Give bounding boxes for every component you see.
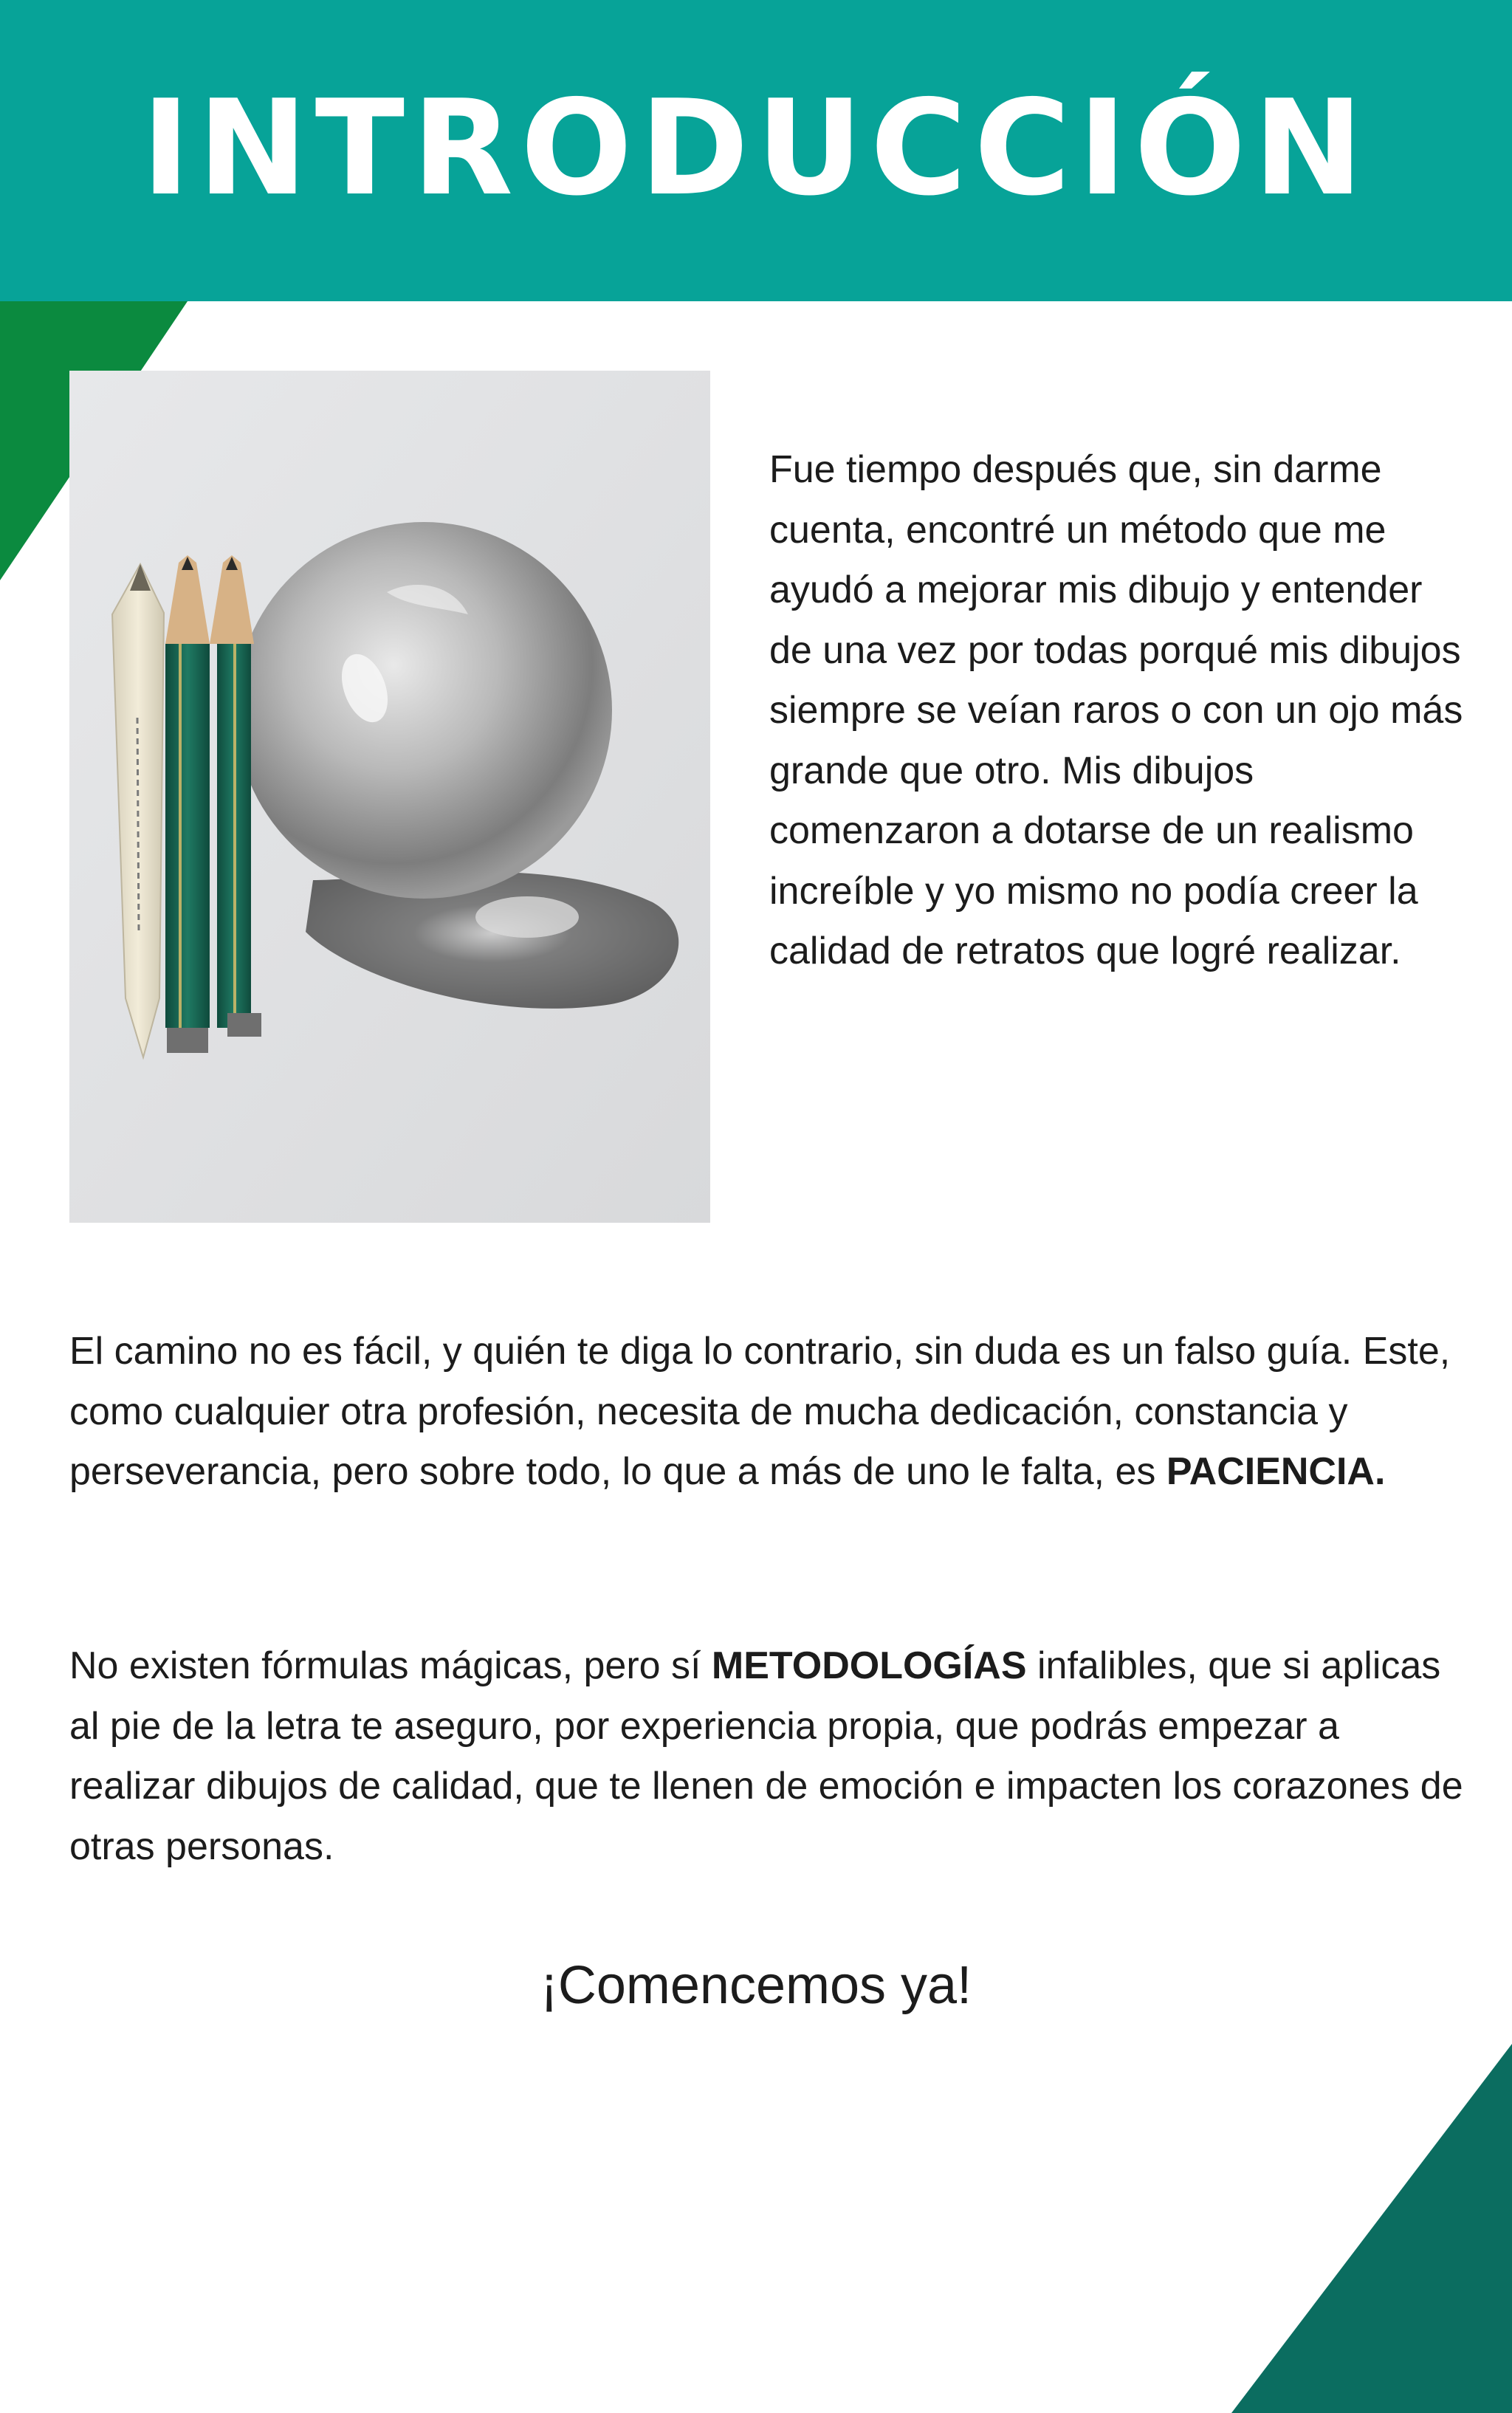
pencils-and-sphere-photo xyxy=(69,371,710,1223)
page-title: INTRODUCCIÓN xyxy=(141,71,1371,224)
bottom-right-corner-triangle xyxy=(1231,2044,1512,2413)
body-paragraph-2-start: No existen fórmulas mágicas, pero sí xyxy=(69,1644,712,1687)
paciencia-emphasis: PACIENCIA. xyxy=(1166,1450,1386,1493)
body-paragraph-1-text: El camino no es fácil, y quién te diga lo contrario, sin duda es un falso guía. Este, como cualquier otra profesión, necesita de mucha dedicación, constancia y perseverancia, pero sobre todo, lo que a más de uno le falta, es xyxy=(69,1330,1451,1493)
intro-side-paragraph: Fue tiempo después que, sin darme cuenta, encontré un método que me ayudó a mejorar mis dibujo y entender de una vez por todas porqué mis dibujos siempre se veían raros o con un ojo más grande que otro. Mis dibujos comenzaron a dotarse de un realismo increíble y yo mismo no podía creer la calidad de retratos que logré realizar. xyxy=(769,448,1463,972)
body-paragraph-1 xyxy=(69,1322,1472,1503)
body-paragraph-2-end: infalibles, que si aplicas al pie de la letra te aseguro, por experiencia propia, que podrás empezar a realizar dibujos de calidad, que te llenen de emoción e impacten los corazones de otras personas. xyxy=(69,1644,1463,1868)
metodologias-emphasis: METODOLOGÍAS xyxy=(711,1644,1027,1687)
body-paragraph-2 xyxy=(69,1636,1472,1877)
closing-line: ¡Comencemos ya! xyxy=(540,1956,972,2015)
header-banner xyxy=(0,0,1512,301)
